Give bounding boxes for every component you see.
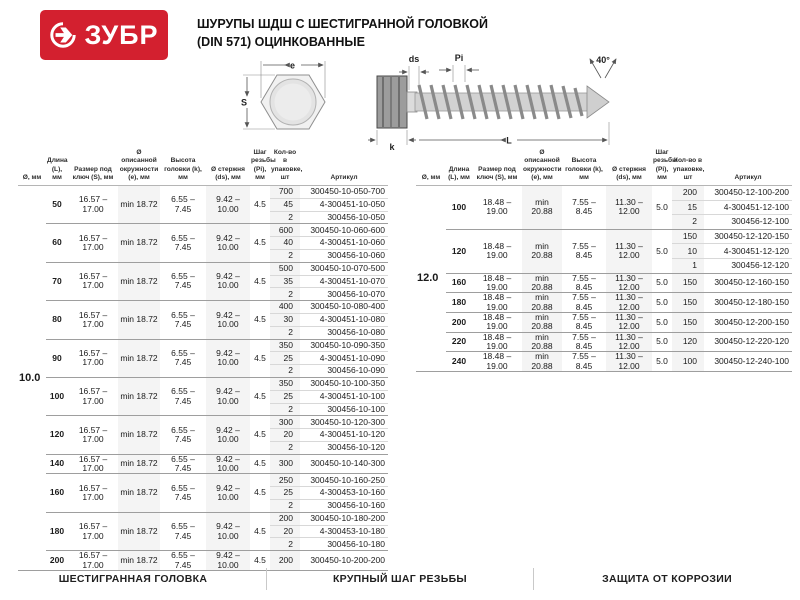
cell-dimension: 4.5 xyxy=(250,186,270,224)
cell-dimension: 9.42 – 10.00 xyxy=(206,416,250,454)
cell-pack-qty: 2 xyxy=(270,403,300,416)
cell-article: 300456-10-080 xyxy=(300,326,388,339)
cell-article: 300456-10-090 xyxy=(300,365,388,378)
cell-dimension: 6.55 – 7.45 xyxy=(160,224,206,262)
screw-side-view xyxy=(377,76,609,128)
cell-dimension: 9.42 – 10.00 xyxy=(206,454,250,474)
cell-dimension: 6.55 – 7.45 xyxy=(160,339,206,377)
cell-pack-qty: 25 xyxy=(270,390,300,403)
cell-dimension: 5.0 xyxy=(652,273,672,293)
cell-dimension: 11.30 – 12.00 xyxy=(606,352,652,372)
cell-pack-qty: 15 xyxy=(672,200,704,215)
cell-pack-qty: 35 xyxy=(270,275,300,288)
cell-article: 300456-10-160 xyxy=(300,500,388,513)
cell-dimension: 7.55 – 8.45 xyxy=(562,332,606,352)
cell-pack-qty: 2 xyxy=(672,215,704,230)
cell-article: 300450-10-100-350 xyxy=(300,377,388,390)
cell-pack-qty: 350 xyxy=(270,339,300,352)
cell-dimension: min 20.88 xyxy=(522,186,562,230)
brand-name: ЗУБР xyxy=(84,19,159,50)
cell-dimension: 4.5 xyxy=(250,224,270,262)
cell-article: 4-300451-12-100 xyxy=(704,200,792,215)
cell-dimension: 9.42 – 10.00 xyxy=(206,224,250,262)
cell-article: 300450-10-180-200 xyxy=(300,512,388,525)
cell-dimension: min 18.72 xyxy=(118,224,160,262)
cell-dimension: 6.55 – 7.45 xyxy=(160,301,206,339)
cell-article: 300450-12-160-150 xyxy=(704,273,792,293)
cell-pack-qty: 600 xyxy=(270,224,300,237)
cell-article: 4-300451-10-050 xyxy=(300,198,388,211)
cell-dimension: 9.42 – 10.00 xyxy=(206,301,250,339)
cell-article: 300456-10-050 xyxy=(300,211,388,224)
cell-article: 300450-10-090-350 xyxy=(300,339,388,352)
cell-pack-qty: 1 xyxy=(672,258,704,273)
column-header: Длина (L), мм xyxy=(446,148,472,186)
cell-dimension: 6.55 – 7.45 xyxy=(160,186,206,224)
cell-length: 100 xyxy=(46,377,68,415)
cell-dimension: 6.55 – 7.45 xyxy=(160,454,206,474)
dim-pi-label: Pi xyxy=(454,53,464,63)
cell-pack-qty: 2 xyxy=(270,211,300,224)
cell-dimension: 4.5 xyxy=(250,301,270,339)
cell-pack-qty: 150 xyxy=(672,312,704,332)
cell-article: 4-300451-10-080 xyxy=(300,313,388,326)
cell-dimension: 6.55 – 7.45 xyxy=(160,416,206,454)
cell-pack-qty: 150 xyxy=(672,293,704,313)
column-header: Размер под ключ (S), мм xyxy=(472,148,522,186)
cell-diameter: 10.0 xyxy=(18,186,46,571)
cell-dimension: 18.48 – 19.00 xyxy=(472,352,522,372)
cell-pack-qty: 2 xyxy=(270,441,300,454)
cell-pack-qty: 40 xyxy=(270,237,300,250)
dim-s-label: S xyxy=(240,97,248,108)
cell-pack-qty: 2 xyxy=(270,288,300,301)
cell-pack-qty: 20 xyxy=(270,429,300,442)
cell-article: 4-300453-10-180 xyxy=(300,525,388,538)
cell-dimension: 9.42 – 10.00 xyxy=(206,474,250,512)
cell-dimension: 11.30 – 12.00 xyxy=(606,273,652,293)
cell-dimension: 9.42 – 10.00 xyxy=(206,551,250,571)
spec-table-d12-wrap xyxy=(416,148,792,372)
spec-table-d10-wrap xyxy=(18,148,388,571)
cell-length: 180 xyxy=(446,293,472,313)
cell-article: 4-300451-10-070 xyxy=(300,275,388,288)
cell-pack-qty: 350 xyxy=(270,377,300,390)
cell-pack-qty: 25 xyxy=(270,352,300,365)
cell-dimension: 4.5 xyxy=(250,377,270,415)
cell-dimension: min 20.88 xyxy=(522,273,562,293)
cell-article: 300450-10-050-700 xyxy=(300,186,388,199)
cell-pack-qty: 200 xyxy=(270,551,300,571)
cell-dimension: 18.48 – 19.00 xyxy=(472,332,522,352)
cell-article: 4-300451-10-060 xyxy=(300,237,388,250)
cell-article: 4-300451-10-090 xyxy=(300,352,388,365)
cell-dimension: min 20.88 xyxy=(522,352,562,372)
column-header: Ø описанной окружности (e), мм xyxy=(522,148,562,186)
cell-dimension: 5.0 xyxy=(652,293,672,313)
cell-dimension: 18.48 – 19.00 xyxy=(472,186,522,230)
cell-dimension: 6.55 – 7.45 xyxy=(160,551,206,571)
dim-ds-label: ds xyxy=(408,54,420,64)
cell-dimension: 16.57 – 17.00 xyxy=(68,224,118,262)
cell-article: 300450-12-240-100 xyxy=(704,352,792,372)
cell-pack-qty: 500 xyxy=(270,262,300,275)
cell-article: 300450-10-160-250 xyxy=(300,474,388,487)
cell-article: 300456-12-120 xyxy=(704,258,792,273)
cell-pack-qty: 20 xyxy=(270,525,300,538)
cell-dimension: 16.57 – 17.00 xyxy=(68,474,118,512)
column-header: Кол-во в упаковке, шт xyxy=(270,148,300,186)
cell-article: 300450-12-180-150 xyxy=(704,293,792,313)
cell-article: 4-300451-10-100 xyxy=(300,390,388,403)
cell-dimension: min 18.72 xyxy=(118,377,160,415)
cell-dimension: 18.48 – 19.00 xyxy=(472,229,522,273)
spec-table-d10 xyxy=(18,148,388,571)
cell-length: 200 xyxy=(446,312,472,332)
cell-article: 300450-12-100-200 xyxy=(704,186,792,201)
cell-dimension: 11.30 – 12.00 xyxy=(606,312,652,332)
cell-dimension: 9.42 – 10.00 xyxy=(206,512,250,550)
column-header: Ø стержня (ds), мм xyxy=(206,148,250,186)
cell-dimension: min 18.72 xyxy=(118,339,160,377)
feature-corrosion-protection: ЗАЩИТА ОТ КОРРОЗИИ xyxy=(602,573,732,585)
cell-dimension: 16.57 – 17.00 xyxy=(68,454,118,474)
cell-pack-qty: 400 xyxy=(270,301,300,314)
page-title xyxy=(197,15,527,51)
cell-pack-qty: 100 xyxy=(672,352,704,372)
footer-features xyxy=(0,562,800,596)
screw-technical-drawing xyxy=(205,52,635,152)
cell-dimension: 4.5 xyxy=(250,474,270,512)
cell-article: 300456-12-100 xyxy=(704,215,792,230)
column-header: Шаг резьбы (Pi), мм xyxy=(250,148,270,186)
cell-dimension: 4.5 xyxy=(250,339,270,377)
spec-table-d12 xyxy=(416,148,792,372)
cell-dimension: 16.57 – 17.00 xyxy=(68,301,118,339)
cell-dimension: 5.0 xyxy=(652,312,672,332)
cell-article: 300456-10-070 xyxy=(300,288,388,301)
cell-dimension: 9.42 – 10.00 xyxy=(206,186,250,224)
cell-dimension: 16.57 – 17.00 xyxy=(68,262,118,300)
cell-article: 4-300451-10-120 xyxy=(300,429,388,442)
cell-article: 300450-10-070-500 xyxy=(300,262,388,275)
cell-pack-qty: 700 xyxy=(270,186,300,199)
cell-dimension: 7.55 – 8.45 xyxy=(562,229,606,273)
cell-diameter: 12.0 xyxy=(416,186,446,372)
cell-dimension: 6.55 – 7.45 xyxy=(160,512,206,550)
cell-pack-qty: 2 xyxy=(270,365,300,378)
column-header: Кол-во в упаковке, шт xyxy=(672,148,704,186)
cell-dimension: 5.0 xyxy=(652,332,672,352)
cell-pack-qty: 2 xyxy=(270,538,300,551)
cell-dimension: 16.57 – 17.00 xyxy=(68,416,118,454)
cell-length: 90 xyxy=(46,339,68,377)
cell-dimension: 6.55 – 7.45 xyxy=(160,377,206,415)
cell-dimension: min 20.88 xyxy=(522,312,562,332)
cell-length: 60 xyxy=(46,224,68,262)
cell-length: 240 xyxy=(446,352,472,372)
cell-dimension: 6.55 – 7.45 xyxy=(160,262,206,300)
cell-pack-qty: 2 xyxy=(270,500,300,513)
cell-dimension: 4.5 xyxy=(250,551,270,571)
cell-dimension: 11.30 – 12.00 xyxy=(606,186,652,230)
cell-length: 120 xyxy=(446,229,472,273)
cell-length: 160 xyxy=(446,273,472,293)
column-header: Ø, мм xyxy=(416,148,446,186)
cell-dimension: 7.55 – 8.45 xyxy=(562,293,606,313)
cell-dimension: min 20.88 xyxy=(522,229,562,273)
cell-length: 180 xyxy=(46,512,68,550)
cell-pack-qty: 30 xyxy=(270,313,300,326)
cell-dimension: 11.30 – 12.00 xyxy=(606,332,652,352)
cell-length: 120 xyxy=(46,416,68,454)
cell-article: 300450-10-120-300 xyxy=(300,416,388,429)
cell-dimension: 18.48 – 19.00 xyxy=(472,293,522,313)
column-header: Ø описанной окружности (e), мм xyxy=(118,148,160,186)
column-header: Артикул xyxy=(704,148,792,186)
column-header: Шаг резьбы (Pi), мм xyxy=(652,148,672,186)
cell-pack-qty: 300 xyxy=(270,454,300,474)
cell-pack-qty: 25 xyxy=(270,487,300,500)
cell-length: 200 xyxy=(46,551,68,571)
cell-pack-qty: 120 xyxy=(672,332,704,352)
cell-dimension: min 18.72 xyxy=(118,512,160,550)
column-header: Ø стержня (ds), мм xyxy=(606,148,652,186)
cell-dimension: min 18.72 xyxy=(118,454,160,474)
brand-arrow-icon xyxy=(49,21,77,49)
cell-dimension: min 18.72 xyxy=(118,474,160,512)
cell-article: 300456-10-060 xyxy=(300,249,388,262)
cell-dimension: 18.48 – 19.00 xyxy=(472,273,522,293)
column-header: Длина (L), мм xyxy=(46,148,68,186)
hex-head-front-view xyxy=(261,75,325,129)
cell-article: 300450-10-060-600 xyxy=(300,224,388,237)
cell-dimension: 16.57 – 17.00 xyxy=(68,186,118,224)
cell-dimension: 11.30 – 12.00 xyxy=(606,293,652,313)
cell-article: 300450-12-220-120 xyxy=(704,332,792,352)
cell-dimension: 7.55 – 8.45 xyxy=(562,273,606,293)
cell-dimension: 4.5 xyxy=(250,512,270,550)
cell-dimension: 16.57 – 17.00 xyxy=(68,551,118,571)
column-header: Высота головки (k), мм xyxy=(562,148,606,186)
cell-pack-qty: 200 xyxy=(270,512,300,525)
cell-dimension: 5.0 xyxy=(652,186,672,230)
cell-dimension: 9.42 – 10.00 xyxy=(206,339,250,377)
cell-dimension: 18.48 – 19.00 xyxy=(472,312,522,332)
cell-length: 80 xyxy=(46,301,68,339)
cell-dimension: 6.55 – 7.45 xyxy=(160,474,206,512)
cell-dimension: 7.55 – 8.45 xyxy=(562,312,606,332)
cell-dimension: min 18.72 xyxy=(118,301,160,339)
cell-pack-qty: 2 xyxy=(270,326,300,339)
cell-pack-qty: 250 xyxy=(270,474,300,487)
zubr-logo xyxy=(40,10,168,60)
cell-article: 300450-10-200-200 xyxy=(300,551,388,571)
cell-dimension: 9.42 – 10.00 xyxy=(206,377,250,415)
cell-article: 300456-10-100 xyxy=(300,403,388,416)
cell-pack-qty: 150 xyxy=(672,229,704,244)
cell-dimension: min 20.88 xyxy=(522,332,562,352)
cell-pack-qty: 10 xyxy=(672,244,704,259)
cell-article: 300450-12-200-150 xyxy=(704,312,792,332)
cell-article: 4-300453-10-160 xyxy=(300,487,388,500)
dim-k-label: k xyxy=(389,142,395,152)
title-line-1: ШУРУПЫ ШДШ С ШЕСТИГРАННОЙ ГОЛОВКОЙ xyxy=(197,17,488,31)
cell-length: 140 xyxy=(46,454,68,474)
cell-dimension: 16.57 – 17.00 xyxy=(68,377,118,415)
feature-coarse-thread: КРУПНЫЙ ШАГ РЕЗЬБЫ xyxy=(332,573,468,585)
cell-article: 300450-12-120-150 xyxy=(704,229,792,244)
cell-pack-qty: 2 xyxy=(270,249,300,262)
cell-dimension: min 18.72 xyxy=(118,186,160,224)
cell-dimension: min 18.72 xyxy=(118,262,160,300)
cell-article: 300450-10-080-400 xyxy=(300,301,388,314)
cell-pack-qty: 150 xyxy=(672,273,704,293)
cell-dimension: min 18.72 xyxy=(118,551,160,571)
dim-e-label: e xyxy=(290,60,296,71)
cell-article: 300456-10-120 xyxy=(300,441,388,454)
cell-dimension: 4.5 xyxy=(250,454,270,474)
cell-dimension: min 20.88 xyxy=(522,293,562,313)
cell-dimension: 4.5 xyxy=(250,416,270,454)
feature-hex-head: ШЕСТИГРАННАЯ ГОЛОВКА xyxy=(58,573,208,585)
cell-article: 300456-10-180 xyxy=(300,538,388,551)
column-header: Ø, мм xyxy=(18,148,46,186)
cell-length: 220 xyxy=(446,332,472,352)
cell-length: 70 xyxy=(46,262,68,300)
cell-dimension: 9.42 – 10.00 xyxy=(206,262,250,300)
dim-angle-label: 40° xyxy=(596,55,610,65)
cell-article: 4-300451-12-120 xyxy=(704,244,792,259)
cell-length: 50 xyxy=(46,186,68,224)
cell-dimension: 5.0 xyxy=(652,352,672,372)
cell-length: 160 xyxy=(46,474,68,512)
cell-dimension: 7.55 – 8.45 xyxy=(562,186,606,230)
cell-pack-qty: 200 xyxy=(672,186,704,201)
cell-pack-qty: 300 xyxy=(270,416,300,429)
cell-dimension: min 18.72 xyxy=(118,416,160,454)
cell-length: 100 xyxy=(446,186,472,230)
column-header: Размер под ключ (S), мм xyxy=(68,148,118,186)
cell-dimension: 4.5 xyxy=(250,262,270,300)
cell-dimension: 11.30 – 12.00 xyxy=(606,229,652,273)
cell-dimension: 7.55 – 8.45 xyxy=(562,352,606,372)
column-header: Высота головки (k), мм xyxy=(160,148,206,186)
cell-dimension: 5.0 xyxy=(652,229,672,273)
cell-article: 300450-10-140-300 xyxy=(300,454,388,474)
cell-dimension: 16.57 – 17.00 xyxy=(68,512,118,550)
cell-pack-qty: 45 xyxy=(270,198,300,211)
dim-l-label: L xyxy=(506,135,512,146)
title-line-2: (DIN 571) ОЦИНКОВАННЫЕ xyxy=(197,35,365,50)
column-header: Артикул xyxy=(300,148,388,186)
cell-dimension: 16.57 – 17.00 xyxy=(68,339,118,377)
